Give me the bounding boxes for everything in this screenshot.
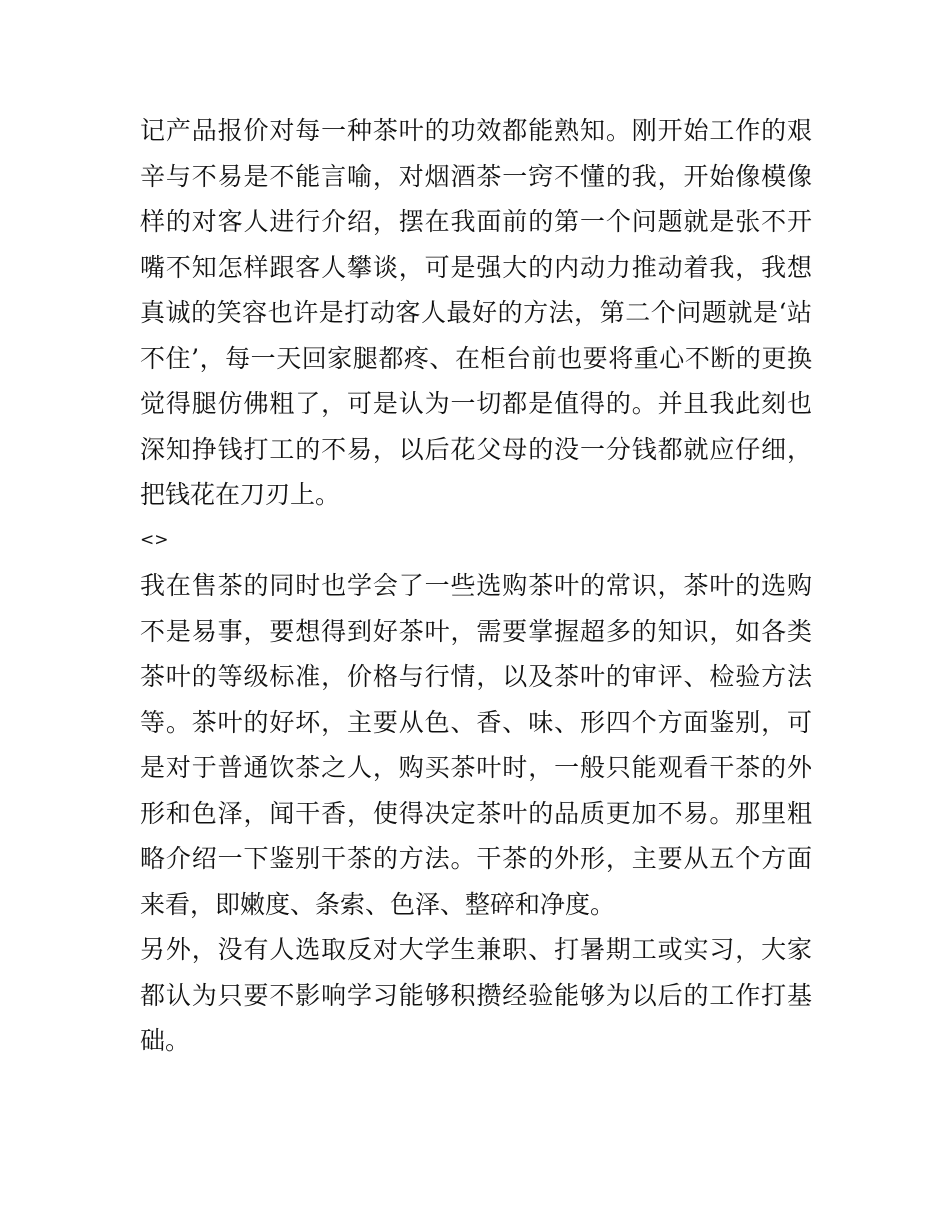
paragraph-tea-selection: 我在售茶的同时也学会了一些选购茶叶的常识，茶叶的选购不是易事，要想得到好茶叶，需要掌握超多的知识，如各类茶叶的等级标准，价格与行情，以及茶叶的审评、检验方法等。茶叶的好坏，主要从色、香、味、形四个方面鉴别，可是对于普通饮茶之人，购买茶叶时，一般只能观看干茶的外形和色泽，闻干香，使得决定茶叶的品质更加不易。那里粗略介绍一下鉴别干茶的方法。干茶的外形，主要从五个方面来看，即嫩度、条索、色泽、整碎和净度。	[140, 571, 812, 919]
paragraph-tea-sales-work: 记产品报价对每一种茶叶的功效都能熟知。刚开始工作的艰辛与不易是不能言喻，对烟酒茶一窍不懂的我，开始像模像样的对客人进行介绍，摆在我面前的第一个问题就是张不开嘴不知怎样跟客人攀谈，可是强大的内动力推动着我，我想真诚的笑容也许是打动客人最好的方法，第二个问题就是‘站不住’，每一天回家腿都疼、在柜台前也要将重心不断的更换觉得腿仿佛粗了，可是认为一切都是值得的。并且我此刻也深知挣钱打工的不易，以后花父母的没一分钱都就应仔细，把钱花在刀刃上。	[140, 116, 812, 509]
paragraph-student-parttime: 另外，没有人选取反对大学生兼职、打暑期工或实习，大家都认为只要不影响学习能够积攒经验能够为以后的工作打基础。	[140, 935, 812, 1055]
document-body	[140, 108, 812, 1064]
section-marker: <>	[140, 529, 169, 550]
